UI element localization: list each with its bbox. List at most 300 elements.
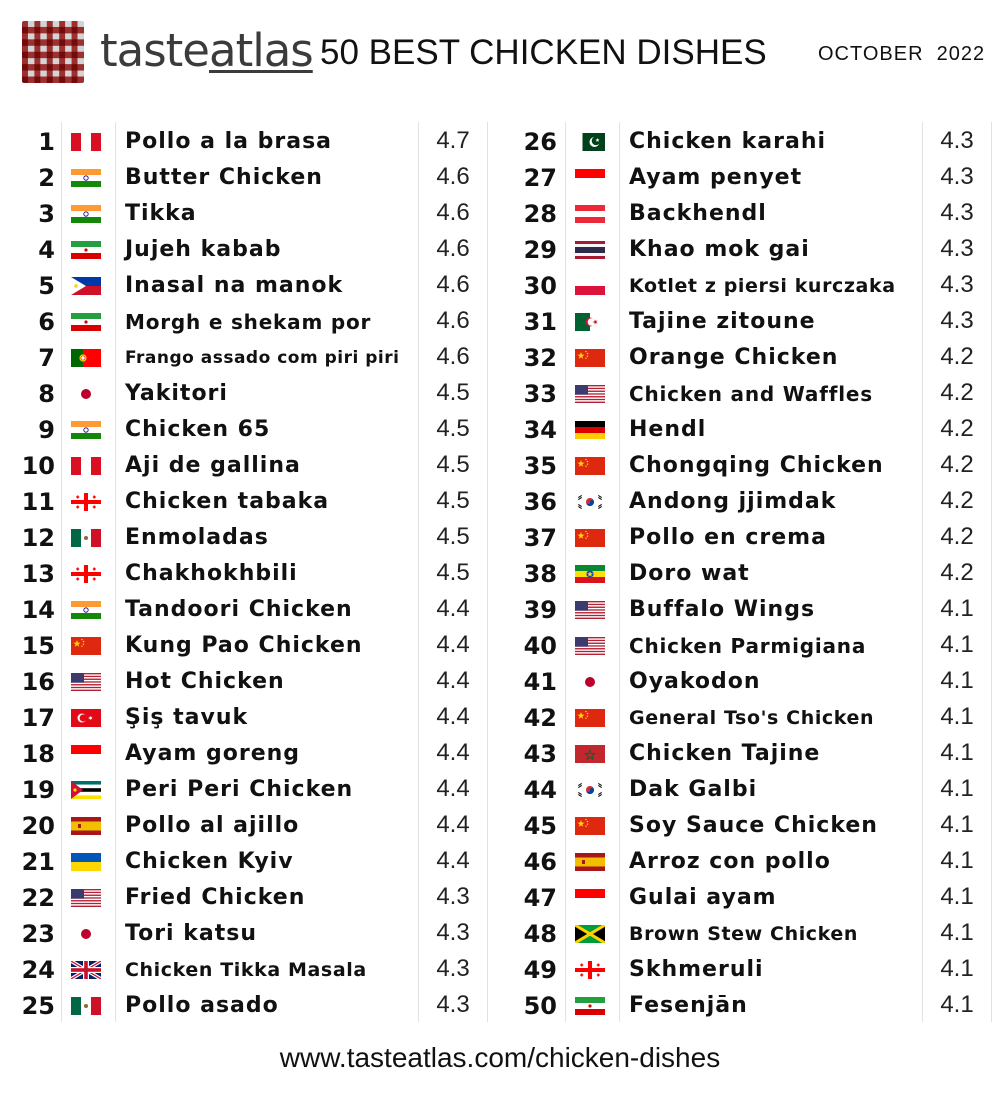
flag-cell	[565, 878, 620, 914]
turkey-flag-icon	[71, 709, 101, 727]
score-cell	[922, 986, 992, 1022]
score-cell	[922, 230, 992, 266]
china-flag-icon	[71, 637, 101, 655]
flag-cell	[61, 842, 116, 878]
flag-cell	[565, 986, 620, 1022]
dish-name: Tandoori Chicken	[125, 597, 353, 622]
score-cell	[922, 446, 992, 482]
brand-taste: taste	[100, 24, 209, 77]
tasteatlas-logo-icon	[22, 21, 84, 83]
rank-number: 44	[523, 776, 557, 804]
flag-cell	[61, 374, 116, 410]
rating-value: 4.5	[436, 451, 470, 478]
rating-value: 4.1	[940, 919, 974, 946]
flag-cell	[565, 518, 620, 554]
dish-name: Tikka	[125, 201, 197, 226]
flag-cell	[61, 518, 116, 554]
flag-cell	[61, 446, 116, 482]
score-cell	[922, 626, 992, 662]
dish-name: Yakitori	[125, 381, 228, 406]
score-cell	[922, 122, 992, 158]
dish-name: Chakhokhbili	[125, 561, 298, 586]
flag-cell	[61, 482, 116, 518]
rank-number: 48	[523, 920, 557, 948]
flag-cell	[61, 986, 116, 1022]
page-title: 50 BEST CHICKEN DISHES	[320, 33, 767, 72]
rank-number: 26	[523, 128, 557, 156]
dish-name: Tajine zitoune	[629, 309, 816, 334]
flag-cell	[565, 482, 620, 518]
rating-value: 4.3	[940, 127, 974, 154]
score-cell	[418, 914, 488, 950]
dish-name: Hendl	[629, 417, 707, 442]
flag-cell	[565, 194, 620, 230]
brand-wordmark	[100, 26, 313, 76]
score-cell	[418, 986, 488, 1022]
rating-value: 4.3	[436, 955, 470, 982]
flag-cell	[61, 806, 116, 842]
flag-cell	[61, 626, 116, 662]
dish-name: Ayam goreng	[125, 741, 301, 766]
poland-flag-icon	[575, 277, 605, 295]
dish-name: Chicken Kyiv	[125, 849, 294, 874]
rank-number: 43	[523, 740, 557, 768]
rating-value: 4.2	[940, 523, 974, 550]
flag-cell	[61, 770, 116, 806]
flag-cell	[61, 122, 116, 158]
score-cell	[922, 482, 992, 518]
dish-name: Morgh e shekam por	[125, 310, 372, 334]
georgia-flag-icon	[71, 493, 101, 511]
rating-value: 4.4	[436, 631, 470, 658]
score-cell	[922, 770, 992, 806]
morocco-flag-icon	[575, 745, 605, 763]
flag-cell	[565, 230, 620, 266]
date-year: 2022	[936, 43, 986, 65]
flag-cell	[565, 410, 620, 446]
rating-value: 4.1	[940, 847, 974, 874]
score-cell	[418, 734, 488, 770]
rank-number: 1	[38, 128, 55, 156]
rating-value: 4.6	[436, 271, 470, 298]
rank-number: 15	[21, 632, 55, 660]
flag-cell	[61, 950, 116, 986]
rating-value: 4.3	[436, 883, 470, 910]
score-cell	[922, 950, 992, 986]
flag-cell	[61, 878, 116, 914]
flag-cell	[61, 914, 116, 950]
rating-value: 4.6	[436, 343, 470, 370]
rank-number: 38	[523, 560, 557, 588]
rating-value: 4.2	[940, 379, 974, 406]
rank-number: 8	[38, 380, 55, 408]
dish-name: Chicken Tajine	[629, 741, 821, 766]
portugal-flag-icon	[71, 349, 101, 367]
rank-number: 16	[21, 668, 55, 696]
score-cell	[922, 410, 992, 446]
dish-name: Ayam penyet	[629, 165, 803, 190]
rating-value: 4.2	[940, 343, 974, 370]
score-cell	[418, 302, 488, 338]
score-cell	[922, 374, 992, 410]
brand-atlas: atlas	[209, 24, 313, 77]
rating-value: 4.1	[940, 739, 974, 766]
flag-cell	[61, 266, 116, 302]
rank-number: 19	[21, 776, 55, 804]
rating-value: 4.6	[436, 235, 470, 262]
rank-number: 4	[38, 236, 55, 264]
score-cell	[922, 698, 992, 734]
rank-number: 20	[21, 812, 55, 840]
footer-url: www.tasteatlas.com/chicken-dishes	[279, 1042, 721, 1073]
dish-name: Hot Chicken	[125, 669, 285, 694]
iran-flag-icon	[71, 313, 101, 331]
score-cell	[418, 878, 488, 914]
mexico-flag-icon	[71, 529, 101, 547]
dish-name: Gulai ayam	[629, 885, 777, 910]
rank-number: 32	[523, 344, 557, 372]
rating-value: 4.1	[940, 811, 974, 838]
score-cell	[418, 194, 488, 230]
spain-flag-icon	[575, 853, 605, 871]
india-flag-icon	[71, 421, 101, 439]
rating-value: 4.5	[436, 487, 470, 514]
dish-name: Fesenjān	[629, 993, 748, 1018]
score-cell	[418, 482, 488, 518]
rank-number: 25	[21, 992, 55, 1020]
rating-value: 4.6	[436, 199, 470, 226]
rating-value: 4.3	[436, 919, 470, 946]
south-korea-flag-icon	[575, 493, 605, 511]
dish-name: Chicken and Waffles	[629, 382, 873, 406]
rating-value: 4.3	[940, 163, 974, 190]
rank-number: 14	[21, 596, 55, 624]
flag-cell	[61, 554, 116, 590]
dish-name: Brown Stew Chicken	[629, 923, 859, 945]
rank-number: 9	[38, 416, 55, 444]
philippines-flag-icon	[71, 277, 101, 295]
rank-number: 40	[523, 632, 557, 660]
rank-number: 2	[38, 164, 55, 192]
georgia-flag-icon	[575, 961, 605, 979]
flag-cell	[565, 662, 620, 698]
usa-flag-icon	[71, 673, 101, 691]
rank-number: 10	[21, 452, 55, 480]
rank-number: 3	[38, 200, 55, 228]
flag-cell	[565, 374, 620, 410]
score-cell	[922, 338, 992, 374]
japan-flag-icon	[71, 385, 101, 403]
rank-number: 34	[523, 416, 557, 444]
ethiopia-flag-icon	[575, 565, 605, 583]
india-flag-icon	[71, 601, 101, 619]
china-flag-icon	[575, 529, 605, 547]
dish-name: Enmoladas	[125, 525, 269, 550]
score-cell	[922, 662, 992, 698]
score-cell	[418, 554, 488, 590]
flag-cell	[565, 302, 620, 338]
dish-name: Jujeh kabab	[125, 237, 282, 262]
china-flag-icon	[575, 817, 605, 835]
india-flag-icon	[71, 205, 101, 223]
flag-cell	[565, 842, 620, 878]
rating-value: 4.1	[940, 991, 974, 1018]
flag-cell	[61, 662, 116, 698]
rating-value: 4.5	[436, 415, 470, 442]
date-month: OCTOBER	[818, 43, 924, 65]
iran-flag-icon	[71, 241, 101, 259]
rank-number: 24	[21, 956, 55, 984]
usa-flag-icon	[575, 637, 605, 655]
rank-number: 22	[21, 884, 55, 912]
dish-name: Aji de gallina	[125, 453, 301, 478]
score-cell	[418, 266, 488, 302]
score-cell	[418, 518, 488, 554]
rank-number: 18	[21, 740, 55, 768]
dish-name: Inasal na manok	[125, 273, 344, 298]
usa-flag-icon	[575, 385, 605, 403]
algeria-flag-icon	[575, 313, 605, 331]
dish-name: General Tso's Chicken	[629, 707, 875, 729]
rating-value: 4.3	[940, 307, 974, 334]
ukraine-flag-icon	[71, 853, 101, 871]
rating-value: 4.3	[940, 199, 974, 226]
rank-number: 33	[523, 380, 557, 408]
dish-name: Doro wat	[629, 561, 750, 586]
dish-name: Şiş tavuk	[125, 705, 249, 730]
score-cell	[922, 302, 992, 338]
uk-flag-icon	[71, 961, 101, 979]
rating-value: 4.1	[940, 955, 974, 982]
indonesia-flag-icon	[71, 745, 101, 763]
china-flag-icon	[575, 709, 605, 727]
rating-value: 4.2	[940, 487, 974, 514]
score-cell	[922, 842, 992, 878]
rating-value: 4.4	[436, 703, 470, 730]
rating-value: 4.4	[436, 811, 470, 838]
dish-name: Oyakodon	[629, 669, 761, 694]
rank-number: 7	[38, 344, 55, 372]
dish-name: Chongqing Chicken	[629, 453, 884, 478]
dish-name: Tori katsu	[125, 921, 257, 946]
rank-number: 23	[21, 920, 55, 948]
rating-value: 4.4	[436, 739, 470, 766]
rating-value: 4.1	[940, 667, 974, 694]
rating-value: 4.2	[940, 559, 974, 586]
south-korea-flag-icon	[575, 781, 605, 799]
dish-name: Soy Sauce Chicken	[629, 813, 878, 838]
rating-value: 4.6	[436, 163, 470, 190]
jamaica-flag-icon	[575, 925, 605, 943]
flag-cell	[565, 158, 620, 194]
score-cell	[418, 950, 488, 986]
pakistan-flag-icon	[575, 133, 605, 151]
rank-number: 45	[523, 812, 557, 840]
dish-name: Kotlet z piersi kurczaka	[629, 275, 896, 297]
rank-number: 5	[38, 272, 55, 300]
flag-cell	[565, 338, 620, 374]
score-cell	[922, 878, 992, 914]
dish-name: Chicken tabaka	[125, 489, 330, 514]
flag-cell	[61, 230, 116, 266]
dish-name: Chicken karahi	[629, 129, 827, 154]
japan-flag-icon	[575, 673, 605, 691]
score-cell	[418, 374, 488, 410]
rank-number: 30	[523, 272, 557, 300]
rating-value: 4.1	[940, 775, 974, 802]
rank-number: 46	[523, 848, 557, 876]
rank-number: 21	[21, 848, 55, 876]
flag-cell	[565, 446, 620, 482]
dish-name: Dak Galbi	[629, 777, 758, 802]
rank-number: 39	[523, 596, 557, 624]
rank-number: 41	[523, 668, 557, 696]
dish-name: Peri Peri Chicken	[125, 777, 354, 802]
rank-number: 27	[523, 164, 557, 192]
flag-cell	[565, 122, 620, 158]
flag-cell	[61, 338, 116, 374]
rank-number: 35	[523, 452, 557, 480]
dish-name: Backhendl	[629, 201, 767, 226]
georgia-flag-icon	[71, 565, 101, 583]
dish-name: Pollo a la brasa	[125, 129, 333, 154]
rank-number: 13	[21, 560, 55, 588]
score-cell	[418, 446, 488, 482]
score-cell	[922, 806, 992, 842]
rating-value: 4.3	[940, 235, 974, 262]
indonesia-flag-icon	[575, 889, 605, 907]
flag-cell	[565, 950, 620, 986]
china-flag-icon	[575, 457, 605, 475]
flag-cell	[565, 554, 620, 590]
score-cell	[418, 158, 488, 194]
china-flag-icon	[575, 349, 605, 367]
thailand-flag-icon	[575, 241, 605, 259]
score-cell	[418, 842, 488, 878]
rating-value: 4.3	[436, 991, 470, 1018]
mexico-flag-icon	[71, 997, 101, 1015]
score-cell	[418, 770, 488, 806]
dish-name: Andong jjimdak	[629, 489, 837, 514]
india-flag-icon	[71, 169, 101, 187]
rating-value: 4.7	[436, 127, 470, 154]
rating-value: 4.4	[436, 847, 470, 874]
score-cell	[922, 554, 992, 590]
rank-number: 47	[523, 884, 557, 912]
score-cell	[922, 590, 992, 626]
dish-name: Arroz con pollo	[629, 849, 831, 874]
dish-name: Chicken Tikka Masala	[125, 959, 367, 981]
flag-cell	[61, 302, 116, 338]
flag-cell	[565, 266, 620, 302]
rank-number: 12	[21, 524, 55, 552]
dish-name: Pollo asado	[125, 993, 279, 1018]
date-label	[818, 40, 985, 68]
score-cell	[418, 590, 488, 626]
rank-number: 11	[21, 488, 55, 516]
flag-cell	[61, 734, 116, 770]
rating-value: 4.3	[940, 271, 974, 298]
rating-value: 4.5	[436, 379, 470, 406]
dish-name: Orange Chicken	[629, 345, 839, 370]
rating-value: 4.4	[436, 595, 470, 622]
rank-number: 49	[523, 956, 557, 984]
score-cell	[418, 806, 488, 842]
rating-value: 4.1	[940, 703, 974, 730]
flag-cell	[61, 590, 116, 626]
dish-name: Frango assado com piri piri	[125, 348, 400, 368]
rank-number: 31	[523, 308, 557, 336]
flag-cell	[61, 698, 116, 734]
japan-flag-icon	[71, 925, 101, 943]
score-cell	[418, 698, 488, 734]
score-cell	[922, 914, 992, 950]
dish-name: Skhmeruli	[629, 957, 764, 982]
score-cell	[922, 518, 992, 554]
rank-number: 42	[523, 704, 557, 732]
dish-name: Kung Pao Chicken	[125, 633, 363, 658]
flag-cell	[565, 806, 620, 842]
rating-value: 4.1	[940, 883, 974, 910]
rating-value: 4.1	[940, 595, 974, 622]
score-cell	[922, 194, 992, 230]
flag-cell	[61, 194, 116, 230]
germany-flag-icon	[575, 421, 605, 439]
rating-value: 4.2	[940, 451, 974, 478]
flag-cell	[565, 914, 620, 950]
indonesia-flag-icon	[575, 169, 605, 187]
dish-name: Fried Chicken	[125, 885, 306, 910]
rating-value: 4.1	[940, 631, 974, 658]
austria-flag-icon	[575, 205, 605, 223]
mozambique-flag-icon	[71, 781, 101, 799]
score-cell	[922, 266, 992, 302]
flag-cell	[565, 590, 620, 626]
dish-name: Khao mok gai	[629, 237, 810, 262]
rank-number: 17	[21, 704, 55, 732]
dish-name: Buffalo Wings	[629, 597, 816, 622]
rating-value: 4.4	[436, 775, 470, 802]
dish-name: Butter Chicken	[125, 165, 323, 190]
dish-name: Pollo en crema	[629, 525, 827, 550]
rating-value: 4.4	[436, 667, 470, 694]
score-cell	[418, 410, 488, 446]
flag-cell	[565, 626, 620, 662]
dish-name: Chicken 65	[125, 417, 271, 442]
flag-cell	[565, 698, 620, 734]
usa-flag-icon	[575, 601, 605, 619]
flag-cell	[61, 158, 116, 194]
rating-value: 4.5	[436, 523, 470, 550]
score-cell	[418, 230, 488, 266]
rank-number: 36	[523, 488, 557, 516]
dish-name: Pollo al ajillo	[125, 813, 300, 838]
score-cell	[418, 662, 488, 698]
rank-number: 37	[523, 524, 557, 552]
spain-flag-icon	[71, 817, 101, 835]
rating-value: 4.2	[940, 415, 974, 442]
score-cell	[418, 122, 488, 158]
peru-flag-icon	[71, 457, 101, 475]
iran-flag-icon	[575, 997, 605, 1015]
peru-flag-icon	[71, 133, 101, 151]
score-cell	[922, 158, 992, 194]
flag-cell	[565, 734, 620, 770]
score-cell	[418, 338, 488, 374]
rank-number: 6	[38, 308, 55, 336]
flag-cell	[61, 410, 116, 446]
score-cell	[418, 626, 488, 662]
